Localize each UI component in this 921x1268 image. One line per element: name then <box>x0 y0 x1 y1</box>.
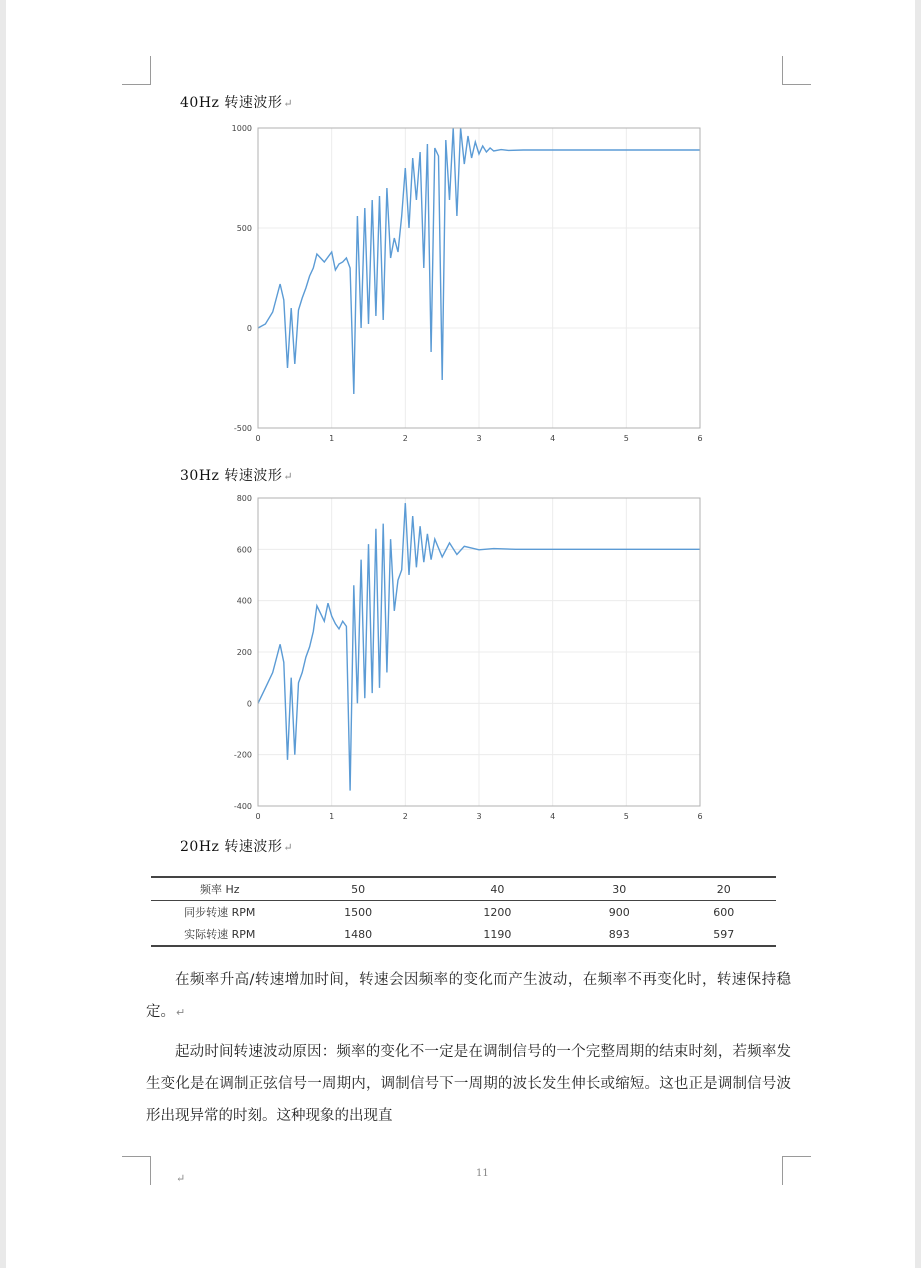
x-tick-label: 6 <box>697 812 703 821</box>
y-tick-label: 600 <box>236 545 252 555</box>
y-tick-label: -200 <box>233 750 252 760</box>
table-cell: 1500 <box>344 905 373 919</box>
table-cell: 900 <box>608 905 630 919</box>
x-tick-label: 0 <box>255 812 261 821</box>
y-tick-label: 400 <box>236 596 252 606</box>
x-tick-label: 4 <box>550 812 556 821</box>
table-row <box>151 901 776 924</box>
table-header-cell: 50 <box>289 877 428 901</box>
x-tick-label: 5 <box>623 434 629 443</box>
table-header-cell: 30 <box>567 877 671 901</box>
chart-30hz <box>212 490 722 830</box>
x-tick-label: 2 <box>402 812 408 821</box>
heading-30hz <box>180 465 293 485</box>
chart-40hz-svg <box>212 120 722 450</box>
x-tick-label: 0 <box>255 434 261 443</box>
table-cell: 893 <box>567 923 671 946</box>
heading-40hz <box>180 92 293 112</box>
footer-paragraph-mark: ↵ <box>176 1172 186 1185</box>
speed-table-grid <box>151 876 776 947</box>
table-cell: 实际转速 RPM <box>151 923 289 946</box>
table-cell: 597 <box>672 923 776 946</box>
crop-mark-bottom-right <box>782 1156 811 1185</box>
table-header-row <box>151 877 776 901</box>
x-tick-label: 1 <box>329 434 335 443</box>
table-header-cell: 20 <box>672 877 776 901</box>
paragraph-mark: ↵ <box>176 1006 186 1019</box>
body-paragraph-2 <box>146 1036 791 1132</box>
crop-mark-top-left <box>122 56 151 85</box>
y-tick-label: 800 <box>236 494 252 503</box>
speed-table <box>151 876 776 947</box>
x-tick-label: 3 <box>476 434 482 443</box>
paragraph-mark: ↵ <box>283 841 294 854</box>
body-paragraph-2-text: 起动时间转速波动原因：频率的变化不一定是在调制信号的一个完整周期的结束时刻，若频率发生变化是在调制正弦信号一周期内，调制信号下一周期的波长发生伸长或缩短。这也正是调制信号波形出现异常的时刻。这种现象的出现直 <box>146 1044 791 1124</box>
y-tick-label: 0 <box>246 699 252 709</box>
y-tick-label: -500 <box>233 424 252 433</box>
x-tick-label: 1 <box>329 812 335 821</box>
heading-30hz-text: 30Hz 转速波形 <box>180 468 283 484</box>
y-tick-label: 1000 <box>231 124 252 133</box>
x-tick-label: 2 <box>402 434 408 443</box>
x-tick-label: 3 <box>476 812 482 821</box>
heading-40hz-text: 40Hz 转速波形 <box>180 95 283 111</box>
y-tick-label: -400 <box>233 802 252 811</box>
document-page <box>6 0 915 1268</box>
page-number: 11 <box>476 1168 489 1179</box>
body-paragraph-1-text: 在频率升高/转速增加时间，转速会因频率的变化而产生波动，在频率不再变化时，转速保持稳定。 <box>146 972 791 1020</box>
crop-mark-top-right <box>782 56 811 85</box>
table-cell: 1200 <box>483 905 512 919</box>
y-tick-label: 0 <box>246 324 252 333</box>
x-tick-label: 5 <box>623 812 629 821</box>
chart-30hz-svg <box>212 490 722 830</box>
table-header-cell: 频率 Hz <box>151 877 289 901</box>
y-tick-label: 200 <box>236 648 252 657</box>
table-cell: 1480 <box>289 923 428 946</box>
table-cell: 600 <box>713 905 735 919</box>
x-tick-label: 6 <box>697 434 703 443</box>
crop-mark-bottom-left <box>122 1156 151 1185</box>
heading-20hz-text: 20Hz 转速波形 <box>180 839 283 855</box>
heading-20hz <box>180 836 293 856</box>
table-row <box>151 923 776 946</box>
table-cell: 1190 <box>428 923 567 946</box>
table-cell: 同步转速 RPM <box>184 906 256 919</box>
x-tick-label: 4 <box>550 434 556 443</box>
paragraph-mark: ↵ <box>283 470 294 483</box>
body-paragraph-1 <box>146 964 791 1029</box>
paragraph-mark: ↵ <box>283 97 294 110</box>
chart-40hz <box>212 120 722 450</box>
table-header-cell: 40 <box>428 877 567 901</box>
y-tick-label: 500 <box>236 224 252 233</box>
